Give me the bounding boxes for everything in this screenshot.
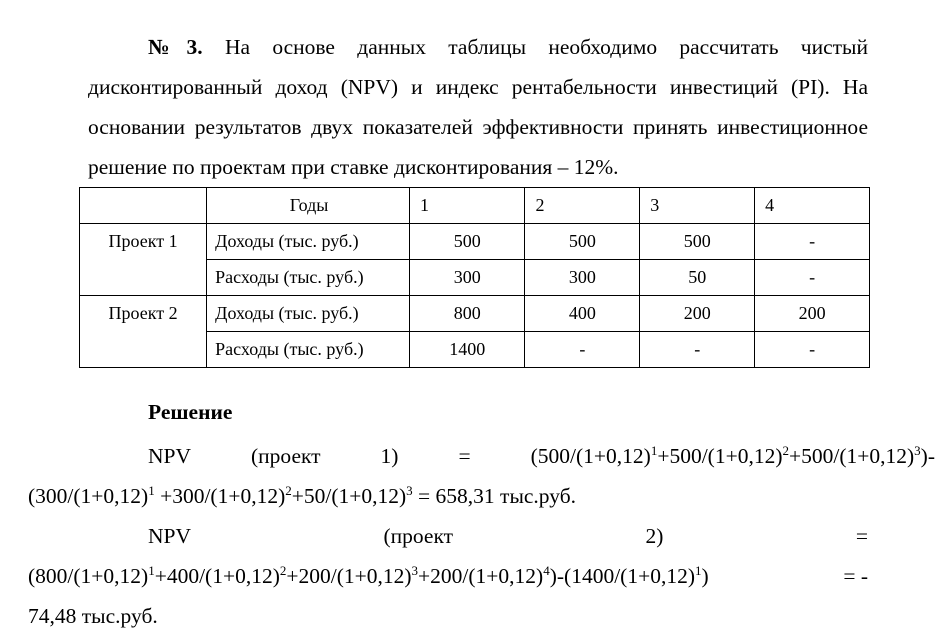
formula-text: (300/(1+0,12) (28, 484, 149, 508)
formula-exponent: 3 (914, 442, 921, 458)
formula-text: +300/(1+0,12) (154, 484, 286, 508)
table-header-row (80, 188, 870, 224)
header-year-1: 1 (409, 188, 525, 224)
value-cell: - (755, 332, 870, 368)
table-row (80, 296, 870, 332)
formula-exponent: 4 (543, 562, 550, 578)
project-name-cell: Проект 2 (80, 296, 207, 368)
solution-title: Решение (148, 400, 233, 424)
npv1-formula-part1 (471, 436, 935, 476)
npv2-word: 2) (645, 524, 664, 548)
formula-text: +500/(1+0,12) (788, 444, 915, 468)
formula-exponent: 1 (148, 562, 155, 578)
formula-text: = - (843, 564, 868, 588)
data-table (79, 187, 870, 368)
formula-text: +500/(1+0,12) (657, 444, 783, 468)
formula-text: +200/(1+0,12) (286, 564, 412, 588)
row-label-cell: Расходы (тыс. руб.) (207, 260, 410, 296)
value-cell: 1400 (409, 332, 525, 368)
npv2-word: = (855, 524, 868, 548)
formula-exponent: 2 (285, 482, 292, 498)
header-year-4: 4 (755, 188, 870, 224)
header-years-label: Годы (207, 188, 410, 224)
header-year-3: 3 (640, 188, 755, 224)
value-cell: 200 (640, 296, 755, 332)
row-label-cell: Доходы (тыс. руб.) (207, 224, 410, 260)
value-cell: - (640, 332, 755, 368)
npv1-paragraph (28, 436, 935, 516)
formula-text: ) (701, 564, 709, 588)
value-cell: 300 (409, 260, 525, 296)
table-row (80, 224, 870, 260)
project-name-cell: Проект 1 (80, 224, 207, 296)
formula-exponent: 3 (411, 562, 419, 578)
formula-exponent: 1 (148, 482, 155, 498)
value-cell: 200 (755, 296, 870, 332)
formula-exponent: 1 (650, 442, 658, 458)
value-cell: 300 (525, 260, 640, 296)
value-cell: 500 (525, 224, 640, 260)
npv2-paragraph (28, 516, 868, 636)
formula-text: (500/(1+0,12) (530, 444, 651, 468)
header-year-2: 2 (525, 188, 640, 224)
npv1-word: = (458, 444, 471, 468)
task-text: На основе данных таблицы необходимо рассчитать чистый дисконтированный доход (NPV) и индекс рентабельности инвестиций (PI). На основании результатов двух показателей эффективности принять инвестиционное решение по проектам при ставке дисконтирования – 12%. (88, 35, 869, 179)
formula-text: +200/(1+0,12) (418, 564, 544, 588)
value-cell: 500 (640, 224, 755, 260)
npv1-first-line (88, 436, 935, 476)
npv1-word: (проект (251, 444, 321, 468)
formula-text: +50/(1+0,12) (291, 484, 407, 508)
npv2-result: 74,48 тыс.руб. (28, 604, 158, 628)
npv1-second-line (28, 476, 868, 516)
value-cell: - (755, 260, 870, 296)
formula-text: )- (920, 444, 935, 468)
value-cell: 800 (409, 296, 525, 332)
header-empty-cell (80, 188, 207, 224)
value-cell: 50 (640, 260, 755, 296)
npv1-word: 1) (380, 444, 399, 468)
npv1-word: NPV (148, 444, 192, 468)
row-label-cell: Доходы (тыс. руб.) (207, 296, 410, 332)
npv2-word: NPV (148, 524, 192, 548)
task-number: №3. (148, 35, 203, 59)
npv2-formula (28, 556, 709, 596)
formula-exponent: 2 (782, 442, 789, 458)
formula-text: +400/(1+0,12) (154, 564, 280, 588)
value-cell: - (525, 332, 640, 368)
formula-exponent: 2 (279, 562, 287, 578)
row-label-cell: Расходы (тыс. руб.) (207, 332, 410, 368)
formula-text: )-(1400/(1+0,12) (549, 564, 695, 588)
value-cell: 500 (409, 224, 525, 260)
value-cell: 400 (525, 296, 640, 332)
formula-exponent: 3 (406, 482, 413, 498)
formula-exponent: 1 (695, 562, 702, 578)
task-paragraph (88, 27, 868, 187)
formula-text: = 658,31 тыс.руб. (412, 484, 577, 508)
npv2-second-line (28, 556, 868, 596)
npv2-word: (проект (383, 524, 453, 548)
value-cell: - (755, 224, 870, 260)
npv2-first-line (88, 516, 868, 556)
formula-text: (800/(1+0,12) (28, 564, 149, 588)
